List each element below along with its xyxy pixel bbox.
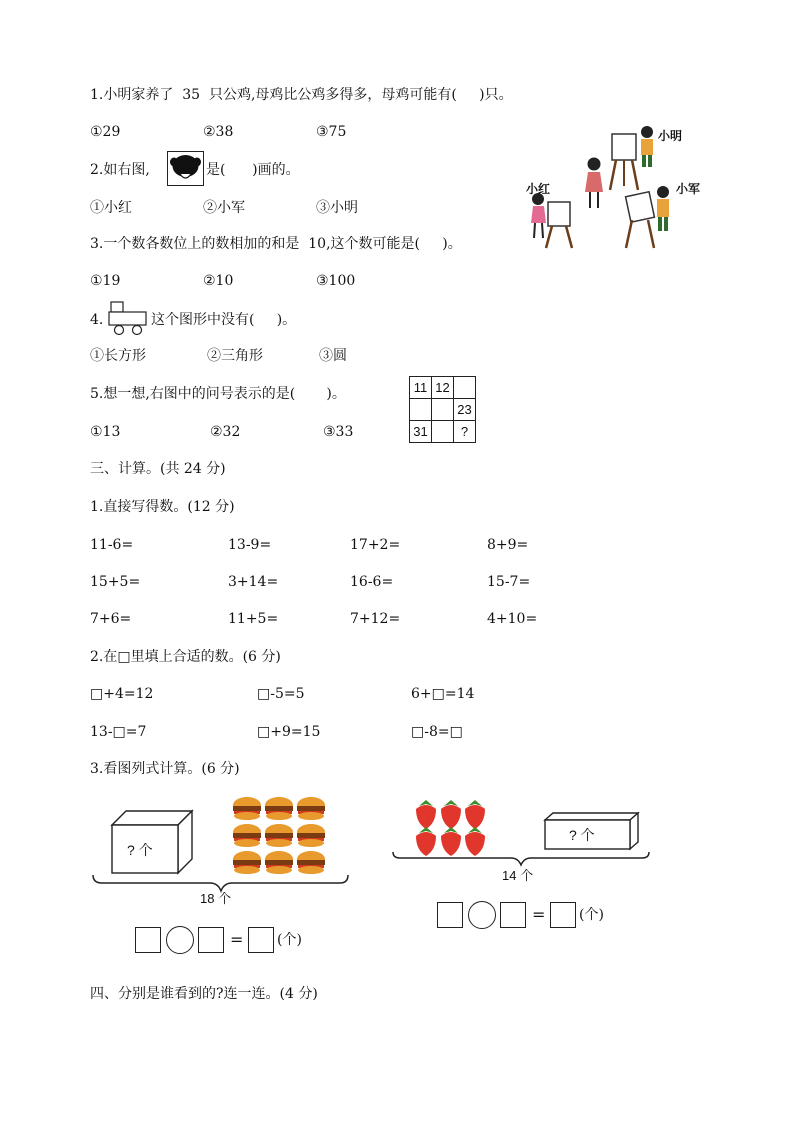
total-brace: [393, 852, 649, 865]
q5-option-3: ③33: [323, 424, 354, 440]
answer-box[interactable]: [500, 902, 526, 928]
middle-girl-figure: [585, 158, 603, 209]
q1-text: 1.小明家养了 35 只公鸡,母鸡比公鸡多得多，母鸡可能有( )只。: [90, 87, 513, 103]
number-grid: [409, 376, 477, 444]
fill-item: 13-□=7: [90, 724, 147, 740]
left-picture-problem: [90, 795, 360, 910]
grid-cell: [453, 376, 476, 399]
q1-option-1: ①29: [90, 124, 121, 140]
q4-option-2: ②三角形: [207, 348, 263, 364]
q2-option-3: ③小明: [316, 200, 358, 216]
box-label: ? 个: [127, 842, 153, 858]
calc-item: 7+6=: [90, 611, 132, 627]
children-drawing-illustration: [520, 120, 710, 255]
q4-prefix: 4.: [90, 312, 104, 328]
calc-item: 11+5=: [228, 611, 279, 627]
cart-figure-icon: [108, 300, 148, 336]
burger-icon-group: [233, 797, 325, 874]
q4-suffix: 这个图形中没有( )。: [151, 312, 297, 328]
xiaojun-easel-icon: [626, 192, 655, 248]
total-brace: [93, 875, 348, 891]
q5-option-1: ①13: [90, 424, 121, 440]
calc-item: 15+5=: [90, 574, 141, 590]
girl-head-image: [167, 151, 204, 186]
grid-cell: ?: [453, 420, 476, 443]
calc-item: 16-6=: [350, 574, 394, 590]
fill-item: □-8=□: [411, 724, 463, 740]
part-2-title: 2.在□里填上合适的数。(6 分): [90, 649, 281, 665]
xiaohong-figure: [531, 193, 546, 238]
calc-item: 3+14=: [228, 574, 279, 590]
operator-circle[interactable]: [468, 901, 496, 929]
q1-option-2: ②38: [203, 124, 234, 140]
unit-label: (个): [579, 907, 604, 923]
calc-item: 17+2=: [350, 537, 401, 553]
xiaojun-figure: [657, 186, 669, 231]
total-label: 18 个: [200, 891, 232, 906]
xiaohong-label: 小红: [526, 182, 551, 196]
calc-item: 11-6=: [90, 537, 134, 553]
q5-option-2: ②32: [210, 424, 241, 440]
calc-item: 7+12=: [350, 611, 401, 627]
right-picture-problem: [390, 795, 660, 890]
grid-cell: [431, 420, 454, 443]
section-4-title: 四、分别是谁看到的?连一连。(4 分): [90, 986, 318, 1002]
equals-sign: =: [230, 930, 244, 949]
fill-item: 6+□=14: [411, 686, 475, 702]
q2-option-2: ②小军: [203, 200, 245, 216]
calc-item: 8+9=: [487, 537, 529, 553]
q5-text: 5.想一想,右图中的问号表示的是( )。: [90, 386, 346, 402]
answer-box[interactable]: [198, 927, 224, 953]
q1-option-3: ③75: [316, 124, 347, 140]
q4-option-1: ①长方形: [90, 348, 146, 364]
xiaoming-label: 小明: [658, 129, 683, 143]
q2-option-1: ①小红: [90, 200, 132, 216]
q4-option-3: ③圆: [319, 348, 347, 364]
grid-cell: 12: [431, 376, 454, 399]
operator-circle[interactable]: [166, 926, 194, 954]
calc-item: 13-9=: [228, 537, 272, 553]
calc-item: 4+10=: [487, 611, 538, 627]
q2-prefix: 2.如右图,: [90, 162, 150, 178]
q3-option-1: ①19: [90, 273, 121, 289]
fill-item: □+4=12: [90, 686, 154, 702]
answer-box[interactable]: [135, 927, 161, 953]
answer-box[interactable]: [550, 902, 576, 928]
equals-sign: =: [532, 905, 546, 924]
part-1-title: 1.直接写得数。(12 分): [90, 499, 235, 515]
box-label: ? 个: [569, 827, 595, 843]
part-3-title: 3.看图列式计算。(6 分): [90, 761, 240, 777]
calc-item: 15-7=: [487, 574, 531, 590]
q3-option-3: ③100: [316, 273, 356, 289]
grid-cell: 11: [409, 376, 432, 399]
xiaohong-easel-icon: [546, 202, 572, 248]
strawberry-icon-group: [416, 800, 485, 856]
q2-suffix: 是( )画的。: [206, 162, 300, 178]
answer-box[interactable]: [248, 927, 274, 953]
section-3-title: 三、计算。(共 24 分): [90, 461, 226, 477]
grid-cell: 31: [409, 420, 432, 443]
q3-text: 3.一个数各数位上的数相加的和是 10,这个数可能是( )。: [90, 236, 462, 252]
xiaoming-figure: [641, 126, 653, 167]
xiaoming-easel-icon: [610, 134, 638, 190]
grid-cell: [431, 398, 454, 421]
xiaojun-label: 小军: [676, 182, 701, 196]
unit-label: (个): [277, 932, 302, 948]
total-label: 14 个: [502, 868, 534, 883]
answer-box[interactable]: [437, 902, 463, 928]
q3-option-2: ②10: [203, 273, 234, 289]
grid-cell: 23: [453, 398, 476, 421]
grid-cell: [409, 398, 432, 421]
fill-item: □+9=15: [257, 724, 321, 740]
fill-item: □-5=5: [257, 686, 305, 702]
